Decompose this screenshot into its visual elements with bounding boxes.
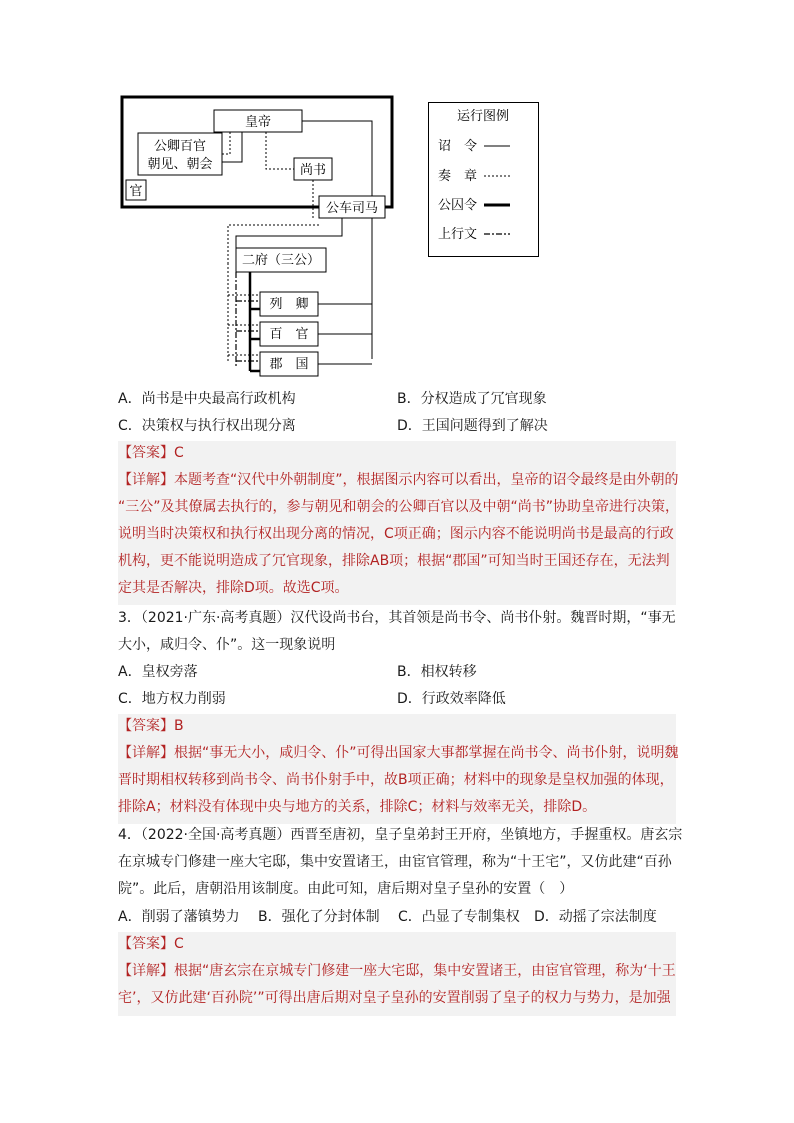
q2-option-d: D．王国问题得到了解决 [397,418,548,434]
q3-option-a: A．皇权旁落 [118,664,198,680]
q4-stem-line: 院”。此后，唐朝沿用该制度。由此可知，唐后期对皇子皇孙的安置（ ） [118,881,574,897]
q4-option-a: A．削弱了藩镇势力 [118,909,240,925]
q2-detail-line [118,468,679,492]
baiguan-label: 百 官 [269,327,309,342]
q4-option-d: D．动摇了宗法制度 [534,909,657,925]
detail-tag: 【详解】 [118,745,174,761]
q2-answer [118,441,184,465]
q3-stem-line: 大小，咸归令、仆”。这一现象说明 [118,637,336,653]
q4-option-c: C．凸显了专制集权 [398,909,520,925]
legend-item-zouzhang: 奏 章 [438,169,478,184]
q4-stem-line: 在京城专门修建一座大宅邸，集中安置诸王，由宦官管理，称为“十王宅”，又仿此建“百孙 [118,854,672,870]
detail-text: 本题考查“汉代中外朝制度”，根据图示内容可以看出，皇帝的诏令最终是由外朝的 [174,472,679,488]
q3-option-c: C．地方权力削弱 [118,691,226,707]
emperor-label: 皇帝 [244,115,272,130]
q4-detail-line [118,959,676,983]
q3-stem-line: 3．（2021·广东·高考真题）汉代设尚书台，其首领是尚书令、尚书仆射。魏晋时期，“事无 [118,610,676,626]
q3-detail-line [118,741,679,765]
q3-option-b: B．相权转移 [397,664,477,680]
q3-detail-line: 晋时期相权转移到尚书令、尚书仆射手中，故B项正确；材料中的现象是皇权加强的体现， [118,772,674,788]
q4-stem-line: 4．（2022·全国·高考真题）西晋至唐初，皇子皇弟封王开府，坐镇地方，手握重权。唐玄宗 [118,827,683,843]
answer-tag: 【答案】 [118,936,174,952]
q2-option-a: A．尚书是中央最高行政机构 [118,391,296,407]
q2-detail-line: 机构，更不能说明造成了冗官现象，排除AB项；根据“郡国”可知当时王国还存在，无法判 [118,553,670,569]
q3-option-d: D．行政效率降低 [397,691,506,707]
diagram-legend [428,102,540,258]
legend-item-shangxingwen: 上行文 [438,227,478,242]
q3-detail-line: 排除A；材料没有体现中央与地方的关系，排除C；材料与效率无关，排除D。 [118,799,597,815]
q2-option-c: C．决策权与执行权出现分离 [118,418,296,434]
q2-detail-line: 定其是否解决，排除D项。故选C项。 [118,580,349,596]
q2-detail-line: 说明当时决策权和执行权出现分离的情况，C项正确；图示内容不能说明尚书是最高的行政 [118,526,674,542]
legend-item-zhaoling: 诏 令 [438,139,478,154]
guan-label: 官 [129,184,143,199]
legend-title: 运行图例 [456,109,510,124]
detail-text: 根据“事无大小，咸归令、仆”可得出国家大事都掌握在尚书令、尚书仆射，说明魏 [174,745,679,761]
answer-value: C [174,445,184,461]
q2-option-b: B．分权造成了冗官现象 [397,391,547,407]
junguo-label: 郡 国 [269,357,309,372]
gongche-label: 公车司马 [325,201,379,216]
erfu-label: 二府（三公） [241,253,321,268]
legend-item-gongqiuling: 公囚令 [438,198,478,213]
detail-text: 根据“唐玄宗在京城专门修建一座大宅邸，集中安置诸王，由宦官管理，称为‘十王 [174,963,676,979]
q4-detail-line: 宅’，又仿此建‘百孙院’”可得出唐后期对皇子皇孙的安置削弱了皇子的权力与势力，是加强 [118,990,671,1006]
gongqing-label-2: 朝见、朝会 [147,157,213,172]
answer-tag: 【答案】 [118,718,174,734]
answer-tag: 【答案】 [118,445,174,461]
lieqing-label: 列 卿 [269,297,309,312]
detail-tag: 【详解】 [118,963,174,979]
q2-detail-line: “三公”及其僚属去执行的，参与朝见和朝会的公卿百官以及中朝“尚书”协助皇帝进行决策， [118,499,680,515]
q4-option-b: B．强化了分封体制 [258,909,380,925]
q4-answer [118,932,184,956]
gongqing-label-1: 公卿百官 [153,139,207,154]
shangshu-label: 尚书 [299,163,327,178]
answer-value: B [174,718,184,734]
answer-value: C [174,936,184,952]
detail-tag: 【详解】 [118,472,174,488]
q3-answer [118,714,184,738]
